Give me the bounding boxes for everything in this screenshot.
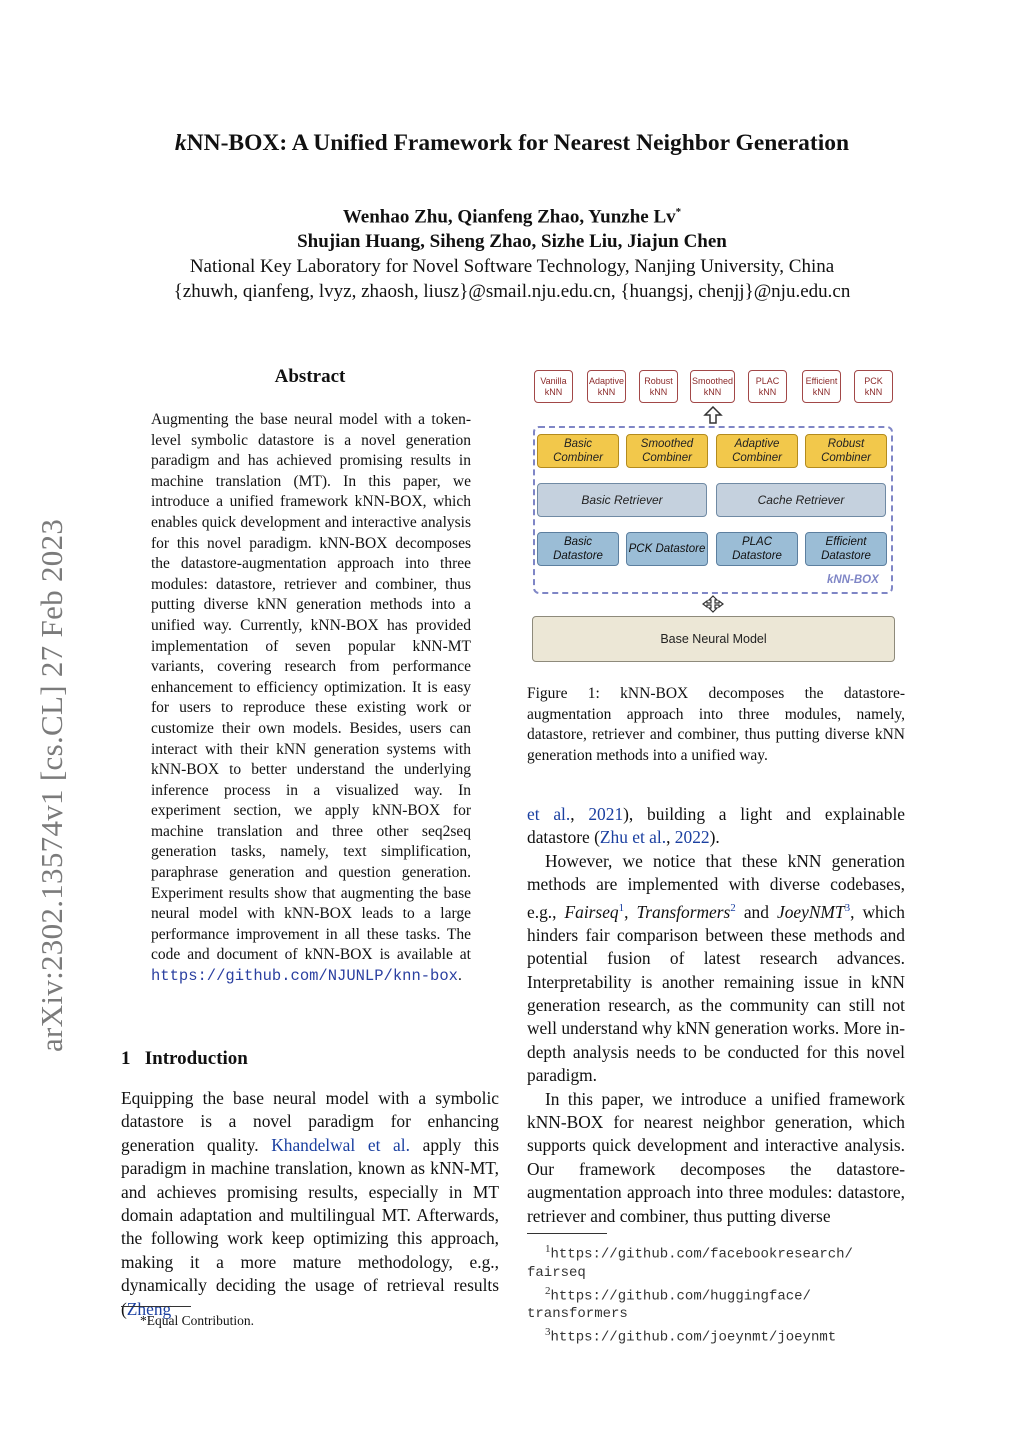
footnote-rule bbox=[527, 1233, 607, 1234]
abstract-heading: Abstract bbox=[274, 366, 346, 387]
variant-box: Vanilla kNN bbox=[534, 370, 573, 403]
datastore-box: PLAC Datastore bbox=[716, 532, 798, 566]
author-block bbox=[0, 200, 1024, 304]
intro-heading: 1 Introduction bbox=[121, 1048, 248, 1069]
cross-arrow-icon bbox=[702, 595, 724, 613]
abstract-text: Augmenting the base neural model with a token-level symbolic datastore is a novel generation paradigm and has achieved promising results in machine translation (MT). In this paper, we introduce a unified framework kNN-BOX, which enables quick development and interactive analysis for this novel paradigm. kNN-BOX decomposes the datastore-augmentation approach into three modules: datastore, retriever and combiner, thus putting diverse kNN generation methods into a unified way. Currently, kNN-BOX has provided implementation of seven popular kNN-MT variants, covering research from performance enhancement to efficiency optimization. It is easy for users to reproduce these existing work or customize their own models. Besides, users can interact with their kNN generation systems with kNN-BOX to better understand the underlying inference process in a visualized way. In experiment section, we apply kNN-BOX for machine translation and three other seq2seq generation tasks, namely, text simplification, paraphrase generation and question generation. Experiment results show that augmenting the base neural model with kNN-BOX leads to a large performance improvement in all these tasks. The code and document of kNN-BOX is available at bbox=[151, 411, 471, 964]
variant-box: PLAC kNN bbox=[748, 370, 787, 403]
text-separator: , bbox=[666, 827, 675, 848]
datastore-box: PCK Datastore bbox=[626, 532, 708, 566]
footnote-ref[interactable]: 2 bbox=[730, 901, 736, 914]
abstract-end: . bbox=[457, 967, 462, 985]
intro-body bbox=[121, 1087, 499, 1321]
affiliation: National Key Laboratory for Novel Software Technology, Nanjing University, China bbox=[189, 256, 835, 278]
footnote-list bbox=[527, 1240, 907, 1347]
combiner-box: Smoothed Combiner bbox=[626, 434, 708, 468]
text-run: However, we notice that these kNN generation methods are implemented with diverse codebases, e.g., bbox=[527, 850, 905, 922]
knn-box-label: kNN-BOX bbox=[827, 574, 879, 586]
intro-text-b: apply this paradigm in machine translation, known as kNN-MT, and achieves promising results, especially in MT domain adaptation and multilingual MT. Afterwards, the following work keep optimizing this approach, making it a more mature methodology, e.g., dynamically deciding the usage of retrieval results ( bbox=[121, 1134, 500, 1319]
combiner-box: Adaptive Combiner bbox=[716, 434, 798, 468]
paper-title bbox=[0, 130, 1024, 157]
variant-box: Efficient kNN bbox=[802, 370, 841, 403]
combiner-box: Robust Combiner bbox=[805, 434, 887, 468]
intro-paragraph bbox=[121, 1087, 499, 1321]
framework-transformers: Transformers bbox=[636, 901, 731, 922]
author-names-1: Wenhao Zhu, Qianfeng Zhao, Yunzhe Lv bbox=[342, 206, 676, 228]
footnote-item bbox=[527, 1323, 907, 1347]
combiner-box: Basic Combiner bbox=[537, 434, 619, 468]
code-link[interactable]: https://github.com/NJUNLP/knn-box bbox=[151, 967, 458, 986]
text-run: ), building a light and explainable datastore ( bbox=[527, 804, 905, 848]
text-run: ). bbox=[709, 827, 720, 848]
footnote-link[interactable]: https://github.com/facebookresearch/ bbox=[550, 1246, 853, 1263]
right-column-body bbox=[527, 803, 905, 1228]
title-text: NN-BOX: A Unified Framework for Nearest Neighbor Generation bbox=[186, 130, 850, 156]
text-run: , which hinders fair comparison between these methods and potential fusion of latest research advances. Interpretability is another remaining issue in kNN generation research, as the community can still not well understand why kNN generation works. More in-depth analysis needs to be conducted for this novel paradigm. bbox=[527, 901, 906, 1086]
paragraph-codebases bbox=[527, 850, 905, 1088]
author-line-2: Shujian Huang, Siheng Zhao, Sizhe Liu, Jiajun Chen bbox=[297, 231, 727, 253]
footnote-item bbox=[527, 1282, 907, 1306]
text-separator: , bbox=[570, 804, 589, 824]
figure-caption: Figure 1: kNN-BOX decomposes the datastore-augmentation approach into three modules, namely, datastore, retriever and combiner, thus putting diverse kNN generation methods into a unified way. bbox=[527, 685, 905, 764]
retriever-box: Cache Retriever bbox=[716, 483, 886, 517]
variant-box: Adaptive kNN bbox=[587, 370, 626, 403]
equal-contribution-mark: * bbox=[675, 206, 682, 218]
emails: {zhuwh, qianfeng, lvyz, zhaosh, liusz}@smail.nju.edu.cn, {huangsj, chenjj}@nju.edu.cn bbox=[173, 281, 851, 303]
retriever-box: Basic Retriever bbox=[537, 483, 707, 517]
citation-zhu[interactable]: Zhu et al. bbox=[599, 827, 667, 848]
datastore-box: Basic Datastore bbox=[537, 532, 619, 566]
citation-year-2021[interactable]: 2021 bbox=[588, 804, 624, 824]
continued-paragraph bbox=[527, 803, 905, 850]
footnote-ref[interactable]: 1 bbox=[618, 901, 625, 914]
citation-zheng[interactable]: Zheng bbox=[126, 1298, 172, 1319]
author-line-1 bbox=[0, 200, 1024, 229]
paragraph-framework: In this paper, we introduce a unified framework kNN-BOX for nearest neighbor generation, which supports quick development and interactive analysis. Our framework decomposes the datastore-augmentation approach into three modules: datastore, retriever and combiner, thus putting diverse bbox=[527, 1088, 905, 1226]
framework-fairseq: Fairseq bbox=[564, 901, 619, 922]
variant-box: Robust kNN bbox=[639, 370, 678, 403]
footnote-equal-contribution: *Equal Contribution. bbox=[140, 1313, 254, 1328]
datastore-box: Efficient Datastore bbox=[805, 532, 887, 566]
footnote-ref[interactable]: 3 bbox=[844, 901, 851, 914]
arxiv-stamp: arXiv:2302.13574v1 [cs.CL] 27 Feb 2023 bbox=[34, 518, 69, 1052]
variant-box: Smoothed kNN bbox=[690, 370, 735, 403]
up-arrow-icon bbox=[702, 406, 724, 424]
footnote-link[interactable]: https://github.com/huggingface/ bbox=[550, 1288, 811, 1305]
citation-zheng-cont[interactable]: et al. bbox=[527, 804, 571, 824]
intro-text-a: Equipping the base neural model with a symbolic datastore is a novel paradigm for enhancing generation quality. bbox=[121, 1088, 499, 1155]
footnote-item bbox=[527, 1240, 907, 1264]
footnote-link-cont[interactable]: transformers bbox=[527, 1306, 628, 1323]
abstract-body bbox=[151, 410, 471, 987]
base-neural-model-box: Base Neural Model bbox=[532, 616, 895, 662]
text-separator: , bbox=[624, 901, 637, 922]
variant-box: PCK kNN bbox=[854, 370, 893, 403]
framework-joeynmt: JoeyNMT bbox=[776, 901, 845, 922]
footnote-mark: 2 bbox=[545, 1284, 551, 1297]
title-italic-k: k bbox=[174, 130, 187, 156]
footnote-rule bbox=[121, 1306, 191, 1307]
citation-khandelwal[interactable]: Khandelwal et al. bbox=[271, 1134, 410, 1155]
footnote-link[interactable]: https://github.com/joeynmt/joeynmt bbox=[550, 1329, 837, 1346]
citation-year-2022[interactable]: 2022 bbox=[674, 827, 710, 848]
footnote-mark: 3 bbox=[545, 1326, 551, 1339]
text-separator: and bbox=[735, 901, 777, 922]
footnote-mark: 1 bbox=[545, 1243, 551, 1255]
figure-1 bbox=[527, 366, 905, 666]
footnote-link-cont[interactable]: fairseq bbox=[527, 1264, 586, 1281]
